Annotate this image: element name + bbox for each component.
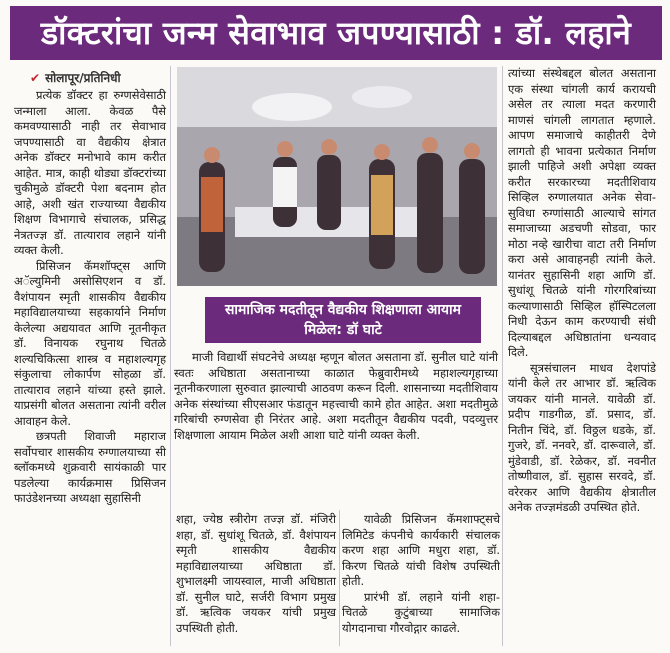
- col4-para-2: सूत्रसंचालन माधव देशपांडे यांनी केले तर आभार डॉ. ऋत्विक जयकर यांनी मानले. यावेळी डॉ. प्रदीप गाडगीळ, डॉ. प्रसाद, डॉ. नितीन चिंदे, डॉ. विठ्ठल धडके, डॉ. गुजरे, डॉ. ननवरे, डॉ. दारूवाले, डॉ. मुंडेवाडी, डॉ. रेळेकर, डॉ. नवनीत तोष्णीवाल, डॉ. सुहास सरवदे, डॉ. वरेरकर आणि वैद्यकीय क्षेत्रातील अनेक तज्ज्ञमंडळी उपस्थित होते.: [508, 360, 656, 514]
- article-column-2: [176, 512, 336, 636]
- check-icon: ✔: [30, 71, 41, 85]
- byline: [30, 69, 121, 86]
- event-photo: [177, 67, 497, 286]
- col3-para-2: प्रारंभी डॉ. लहाने यांनी शहा-चितळे कुटुंबाच्या सामाजिक योगदानाचा गौरवोद्गार काढले.: [342, 589, 500, 635]
- headline: डॉक्टरांचा जन्म सेवाभाव जपण्यासाठी : डॉ. लहाने: [10, 6, 662, 60]
- column-divider: [339, 510, 340, 646]
- article-column-4: [508, 66, 656, 516]
- col4-para-1: त्यांच्या संस्थेबद्दल बोलत असताना एक संस्था चांगली कार्य करायची असेल तर त्याला मदत करणारी माणसं चांगली लागतात म्हणाले. आपण समाजाचे काहीतरी देणे लागतो ही भावना प्रत्येकात निर्माण झाली पाहिजे अशी अपेक्षा व्यक्त करीत सरकारच्या मदतीशिवाय सिव्हिल रुग्णालयात अनेक सेवा-सुविधा रुग्णांसाठी आल्याचे सांगत समाजाच्या अडचणी सोडवा, फार मोठा नव्हे खारीचा वाटा तरी निर्माण करा असे आवाहनही त्यांनी केले. यानंतर सुहासिनी शहा आणि डॉ. सुधांशू चितळे यांनी गोरगरिबांच्या कल्याणासाठी सिव्हिल हॉस्पिटलला निधी देऊन काम करण्याची संधी दिल्याबद्दल अधिष्ठातांना धन्यवाद दिले.: [508, 66, 656, 359]
- byline-text: सोलापूर/प्रतिनिधी: [45, 71, 121, 85]
- subheading: सामाजिक मदतीतून वैद्यकीय शिक्षणाला आयाम मिळेल: डॉ घाटे: [205, 297, 481, 343]
- operation-theatre-photo: [177, 67, 497, 286]
- column-divider: [170, 66, 171, 646]
- column-divider: [502, 66, 503, 646]
- col1-para-1: प्रत्येक डॉक्टर हा रुग्णसेवेसाठी जन्माला आला. केवळ पैसे कमवण्यासाठी नाही तर सेवाभाव जपण्यासाठी वा वैद्यकीय क्षेत्रात अनेक डॉक्टर मनोभावे काम करीत आहेत. मात्र, काही थोड्या डॉक्टरांच्या चुकीमुळे डॉक्टरी पेशा बदनाम होत आहे, अशी खंत राज्याच्या वैद्यकीय शिक्षण विभागाचे संचालक, प्रसिद्ध नेत्रतज्ज्ञ डॉ. तात्याराव लहाने यांनी व्यक्त केली.: [14, 88, 166, 257]
- article-column-1: [14, 88, 166, 507]
- boxed-story-text: माजी विद्यार्थी संघटनेचे अध्यक्ष म्हणून बोलत असताना डॉ. सुनील घाटे यांनी स्वतः अधिष्ठाता असतानाच्या काळात फेब्रुवारीमध्ये महाशल्यगृहाच्या नूतनीकरणाला सुरुवात झाल्याची आठवण करून दिली. शासनाच्या मदतीशिवाय अनेक संस्थांच्या सीएसआर फंडातून महत्त्वाची कामे होत आहेत. अशा मदतीमुळे गरिबांची रुग्णसेवा ही निरंतर आहे. अशा मदतीतून वैद्यकीय पदवी, पदव्युत्तर शिक्षणाला आयाम मिळेल अशी आशा घाटे यांनी व्यक्त केली.: [174, 350, 498, 442]
- col2-text: शहा, ज्येष्ठ स्त्रीरोग तज्ज्ञ डॉ. मंजिरी शहा, डॉ. सुधांशू चितळे, डॉ. वैशंपायन स्मृती शासकीय वैद्यकीय महाविद्यालयाच्या अधिष्ठाता डॉ. शुभालक्ष्मी जायस्वाल, माजी अधिष्ठाता डॉ. सुनील घाटे, सर्जरी विभाग प्रमुख डॉ. ऋत्विक जयकर यांची प्रमुख उपस्थिती होती.: [176, 512, 336, 635]
- col1-para-2: प्रिसिजन कॅमशॉफ्ट्स आणि अॅल्युमिनी असोसिएशन व डॉ. वैशंपायन स्मृती शासकीय वैद्यकीय महाविद्यालयाच्या सहकार्याने निर्माण केलेल्या अद्ययावत आणि नूतनीकृत डॉ. विनायक रघुनाथ चितळे शल्यचिकित्सा शास्त्र व महाशल्यगृह संकुलाचा लोकार्पण सोहळा डॉ. तात्याराव लहाने यांच्या हस्ते झाले. याप्रसंगी बोलत असताना त्यांनी वरील आवाहन केले.: [14, 258, 166, 428]
- boxed-story: [174, 350, 498, 444]
- col3-para-1: यावेळी प्रिसिजन कॅमशाफ्ट्सचे लिमिटेड कंपनीचे कार्यकारी संचालक करण शहा आणि मधुरा शहा, डॉ. किरण चितळे यांची विशेष उपस्थिती होती.: [342, 512, 500, 588]
- col1-para-3: छत्रपती शिवाजी महाराज सर्वोपचार शासकीय रुग्णालयाच्या सी ब्लॉकमध्ये शुक्रवारी सायंकाळी पार पडलेल्या कार्यक्रमास प्रिसिजन फाउंडेशनच्या अध्यक्षा सुहासिनी: [14, 429, 166, 505]
- article-column-3: [342, 512, 500, 636]
